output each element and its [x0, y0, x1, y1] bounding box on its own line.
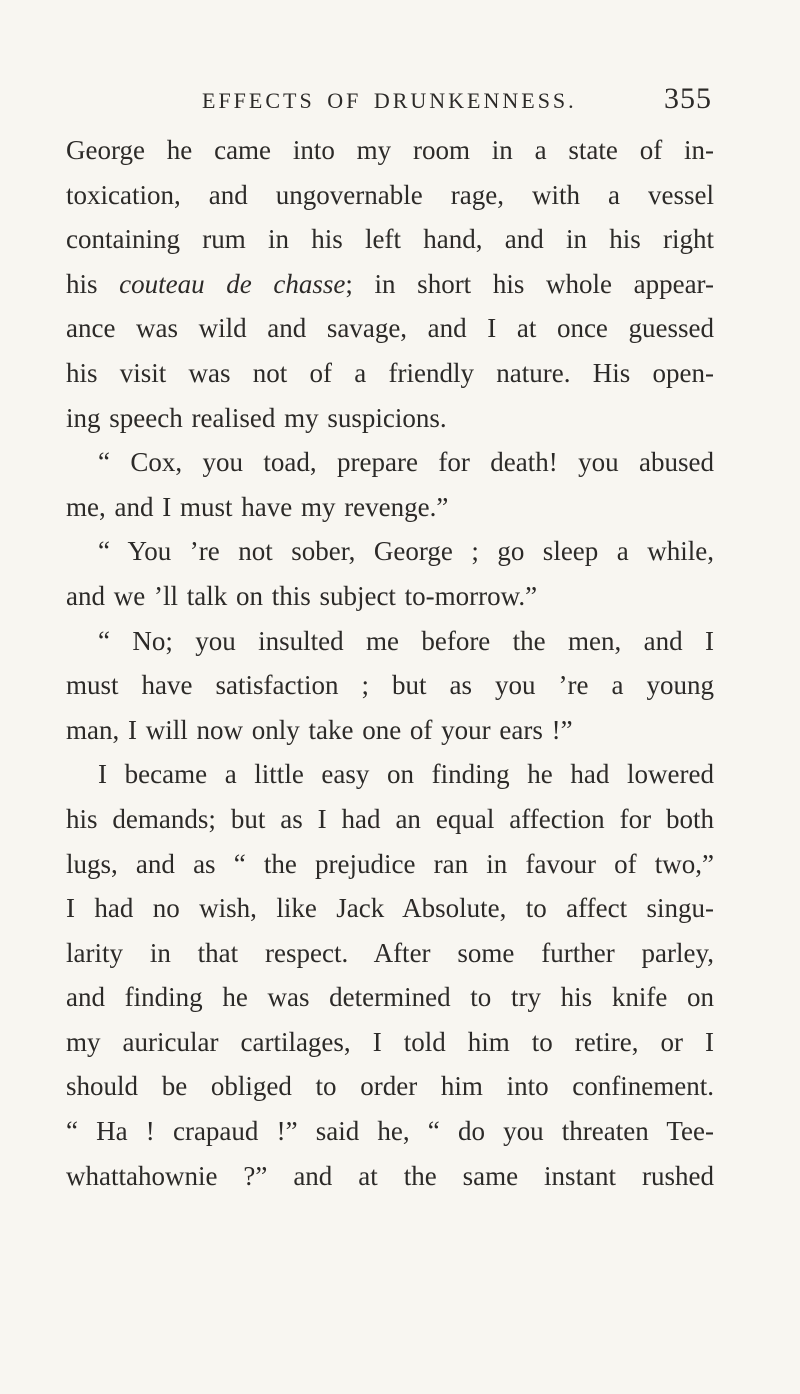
body-text: [66, 128, 714, 1198]
text-line: “ Ha ! crapaud !” said he, “ do you threaten Tee-: [66, 1116, 714, 1147]
text-line: whattahownie ?” and at the same instant rushed: [66, 1160, 714, 1191]
text-line: and finding he was determined to try his knife on: [66, 982, 714, 1013]
text-line: George he came into my room in a state of in-: [66, 135, 714, 165]
text-line: “ Cox, you toad, prepare for death! you abused: [98, 447, 714, 478]
text-line: and we ’ll talk on this subject to-morrow.”: [66, 580, 538, 611]
running-title: EFFECTS OF DRUNKENNESS.: [202, 88, 577, 113]
text-line: must have satisfaction ; but as you ’re a young: [66, 670, 714, 701]
text-line: containing rum in his left hand, and in his right: [66, 224, 714, 255]
text-fragment: ; in short his whole appear-: [345, 268, 715, 299]
text-line: should be obliged to order him into confinement.: [66, 1071, 714, 1102]
text-line: me, and I must have my revenge.”: [66, 491, 449, 522]
text-line-with-italic: [66, 262, 714, 307]
text-line: man, I will now only take one of your ears !”: [66, 714, 573, 745]
text-fragment: his: [66, 268, 120, 299]
italic-phrase: couteau de chasse: [119, 268, 346, 299]
running-head: [202, 82, 712, 116]
text-line: lugs, and as “ the prejudice ran in favour of two,”: [66, 848, 714, 879]
text-line: his visit was not of a friendly nature. His open-: [66, 357, 714, 388]
page-number: 355: [664, 82, 712, 115]
text-line: ing speech realised my suspicions.: [66, 402, 447, 433]
text-line: my auricular cartilages, I told him to retire, or I: [66, 1026, 714, 1057]
text-line: I became a little easy on finding he had lowered: [98, 759, 714, 790]
text-line: “ No; you insulted me before the men, and I: [98, 625, 714, 656]
text-line: his demands; but as I had an equal affection for both: [66, 803, 714, 834]
text-line: “ You ’re not sober, George ; go sleep a while,: [98, 536, 714, 567]
text-line: ance was wild and savage, and I at once guessed: [66, 313, 714, 344]
text-line: I had no wish, like Jack Absolute, to affect singu-: [66, 893, 714, 924]
text-line: toxication, and ungovernable rage, with a vessel: [66, 179, 714, 210]
text-line: larity in that respect. After some further parley,: [66, 937, 714, 968]
